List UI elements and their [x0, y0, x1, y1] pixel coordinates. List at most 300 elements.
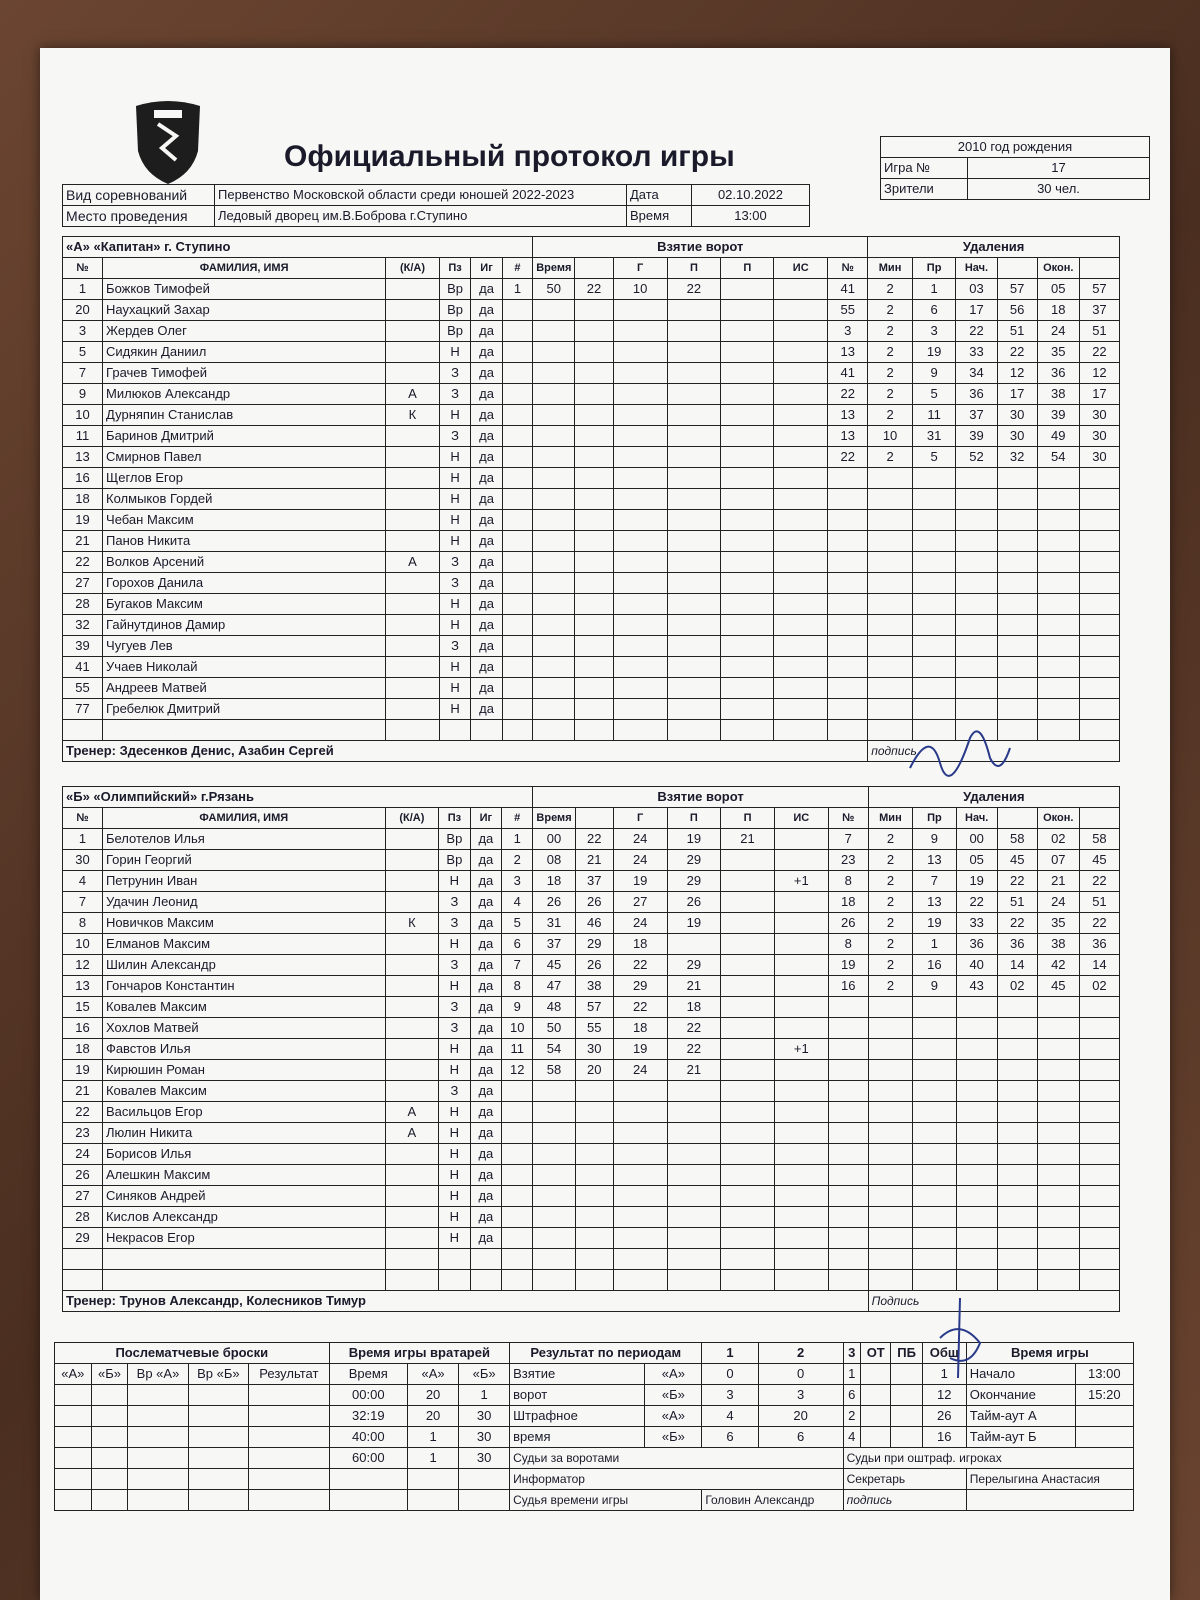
goal-strength: [774, 531, 828, 552]
goal-scorer: [613, 447, 667, 468]
goal-number: [502, 1081, 533, 1102]
penalty-end-min: [1037, 720, 1079, 741]
penalty-end-sec: [1079, 678, 1119, 699]
penalty-minutes: [868, 1039, 913, 1060]
penalty-player: 13: [828, 342, 868, 363]
player-name: Фавстов Илья: [102, 1039, 385, 1060]
goal-assist2: [721, 1270, 775, 1291]
goal-number: [502, 321, 532, 342]
goal-minute: [533, 594, 575, 615]
player-plays: да: [471, 573, 502, 594]
goal-assist1: [667, 615, 721, 636]
player-position: З: [439, 363, 471, 384]
goal-assist1: [667, 1186, 721, 1207]
penalty-start-min: [956, 573, 997, 594]
penalty-start-min: [956, 1228, 997, 1249]
player-position: [439, 720, 471, 741]
penalty-player: [828, 1039, 868, 1060]
player-number: 18: [63, 1039, 103, 1060]
goal-assist2: [721, 552, 774, 573]
penalty-player: [828, 1270, 868, 1291]
goal-number: 11: [502, 1039, 533, 1060]
player-name: Васильцов Егор: [102, 1102, 385, 1123]
penalty-start-sec: 17: [997, 384, 1037, 405]
player-number: 8: [63, 913, 103, 934]
goal-assist2: [721, 384, 774, 405]
penalty-reason: [912, 678, 956, 699]
teamA-row: [63, 321, 1120, 342]
penalty-start-min: 22: [956, 892, 997, 913]
birth-year: 2010 год рождения: [881, 137, 1150, 158]
penalty-start-sec: [997, 636, 1037, 657]
penalty-end-min: [1037, 1060, 1079, 1081]
goal-assist2: [721, 871, 775, 892]
goal-scorer: [613, 1144, 667, 1165]
penalty-reason: [913, 1144, 956, 1165]
player-role: [386, 447, 440, 468]
goal-number: 9: [502, 997, 533, 1018]
goal-strength: [774, 342, 828, 363]
player-plays: да: [471, 489, 502, 510]
player-number: 19: [63, 1060, 103, 1081]
shootout-heading: Послематчевые броски: [55, 1343, 330, 1364]
penalty-player: [828, 1249, 868, 1270]
goal-assist2: [721, 1144, 775, 1165]
penalty-start-min: [956, 1186, 997, 1207]
goal-minute: 26: [533, 892, 575, 913]
goal-strength: [774, 720, 828, 741]
player-number: 41: [63, 657, 103, 678]
time: 13:00: [692, 206, 810, 227]
player-role: А: [385, 1102, 438, 1123]
teamA-header-14: Мин: [868, 258, 913, 279]
penalty-start-min: [956, 594, 997, 615]
penalty-minutes: [868, 594, 913, 615]
goalkeeper-time-heading: Время игры вратарей: [329, 1343, 510, 1364]
penalty-player: 7: [828, 829, 868, 850]
player-plays: да: [470, 1018, 501, 1039]
penalty-minutes: 2: [868, 384, 913, 405]
player-plays: да: [471, 699, 502, 720]
goal-scorer: [613, 1186, 667, 1207]
goal-assist2: [721, 934, 775, 955]
team-a-penalties-heading: Удаления: [868, 237, 1120, 258]
teamA-row: [63, 510, 1120, 531]
teamA-header-3: Пз: [439, 258, 471, 279]
teamB-row: [63, 1039, 1120, 1060]
penalty-start-sec: 22: [997, 871, 1037, 892]
penalty-start-sec: [997, 1207, 1037, 1228]
goal-strength: [774, 1081, 828, 1102]
goal-number: [502, 720, 532, 741]
penalty-end-sec: 22: [1079, 342, 1119, 363]
penalty-start-sec: [997, 510, 1037, 531]
goal-assist1: 22: [667, 1039, 721, 1060]
goal-assist2: [721, 342, 774, 363]
teamA-row: [63, 405, 1120, 426]
page-title: Официальный протокол игры: [284, 140, 735, 173]
penalty-end-min: [1037, 1186, 1079, 1207]
goal-second: [575, 1207, 613, 1228]
penalty-start-sec: [997, 1165, 1037, 1186]
goal-assist1: [667, 573, 721, 594]
penalty-reason: 5: [912, 447, 956, 468]
player-number: 22: [63, 552, 103, 573]
player-name: Синяков Андрей: [102, 1186, 385, 1207]
goal-assist1: 19: [667, 913, 721, 934]
goal-second: [575, 489, 613, 510]
penalty-start-sec: [997, 468, 1037, 489]
player-plays: да: [470, 1144, 501, 1165]
penalty-start-min: [956, 1123, 997, 1144]
player-position: [439, 1270, 471, 1291]
penalty-player: [828, 1186, 868, 1207]
player-role: [385, 1081, 438, 1102]
penalty-player: [828, 468, 868, 489]
goal-scorer: [613, 1270, 667, 1291]
penalty-start-sec: 32: [997, 447, 1037, 468]
goal-assist1: [667, 1228, 721, 1249]
player-number: 26: [63, 1165, 103, 1186]
penalty-end-min: 21: [1037, 871, 1079, 892]
goal-minute: [533, 1123, 575, 1144]
penalty-end-min: 54: [1037, 447, 1079, 468]
goal-assist1: [667, 510, 721, 531]
player-plays: да: [470, 1165, 501, 1186]
player-role: [386, 720, 440, 741]
penalty-reason: [913, 1081, 956, 1102]
player-number: 22: [63, 1102, 103, 1123]
penalty-end-sec: 58: [1079, 829, 1119, 850]
penalty-minutes: [868, 552, 913, 573]
player-plays: да: [470, 1102, 501, 1123]
teamB-row: [63, 1102, 1120, 1123]
goal-assist1: [667, 1081, 721, 1102]
goal-number: [502, 531, 532, 552]
teamB-header-3: Пз: [439, 808, 471, 829]
goal-second: [575, 552, 613, 573]
player-number: 12: [63, 955, 103, 976]
penalty-player: [828, 636, 868, 657]
penalty-reason: 5: [912, 384, 956, 405]
player-position: [439, 1249, 471, 1270]
goal-assist1: [667, 934, 721, 955]
teamB-row: [63, 1228, 1120, 1249]
goal-second: [575, 405, 613, 426]
goal-minute: 50: [533, 1018, 575, 1039]
goal-assist2: [721, 1081, 775, 1102]
player-position: Н: [439, 342, 471, 363]
player-name: Волков Арсений: [103, 552, 386, 573]
penalty-reason: [913, 1207, 956, 1228]
player-position: Н: [439, 1123, 471, 1144]
penalty-player: [828, 1060, 868, 1081]
penalty-minutes: 2: [868, 321, 913, 342]
penalty-reason: [912, 615, 956, 636]
player-role: [385, 829, 438, 850]
goal-second: [575, 678, 613, 699]
player-plays: да: [471, 384, 502, 405]
penalty-start-min: 19: [956, 871, 997, 892]
goal-strength: [774, 363, 828, 384]
goal-second: [575, 1186, 613, 1207]
goal-minute: [533, 384, 575, 405]
goal-scorer: [613, 405, 667, 426]
goal-assist2: [721, 636, 774, 657]
goal-minute: [533, 1186, 575, 1207]
goal-minute: [533, 699, 575, 720]
penalty-end-min: [1037, 615, 1079, 636]
goal-assist2: [721, 468, 774, 489]
penalty-start-sec: 22: [997, 913, 1037, 934]
team-a-name: «А» «Капитан» г. Ступино: [63, 237, 533, 258]
goal-scorer: [613, 657, 667, 678]
penalty-end-min: 36: [1037, 363, 1079, 384]
penalty-player: 41: [828, 279, 868, 300]
goal-minute: 18: [533, 871, 575, 892]
goal-second: [575, 1144, 613, 1165]
teamA-header-10: П: [667, 258, 721, 279]
penalty-end-min: [1037, 1081, 1079, 1102]
penalty-start-sec: 45: [997, 850, 1037, 871]
player-role: [385, 1207, 438, 1228]
teamA-row: [63, 636, 1120, 657]
goal-scorer: 18: [613, 1018, 667, 1039]
goal-assist2: [721, 447, 774, 468]
goal-scorer: [613, 384, 667, 405]
goal-strength: [774, 489, 828, 510]
penalty-start-min: 40: [956, 955, 997, 976]
penalty-end-min: [1037, 699, 1079, 720]
penalty-reason: [912, 489, 956, 510]
goal-assist1: [667, 342, 721, 363]
goal-strength: [774, 1228, 828, 1249]
goal-assist1: [667, 678, 721, 699]
teamB-header-19: [1079, 808, 1119, 829]
penalty-start-sec: [997, 1228, 1037, 1249]
penalty-player: [828, 699, 868, 720]
goal-scorer: [613, 615, 667, 636]
competition-label: Вид соревнований: [63, 185, 215, 206]
player-position: З: [439, 573, 471, 594]
player-name: Грачев Тимофей: [103, 363, 386, 384]
penalty-start-min: [956, 1249, 997, 1270]
goal-assist2: [721, 976, 775, 997]
goal-number: [502, 1270, 533, 1291]
goal-second: 55: [575, 1018, 613, 1039]
penalty-end-sec: [1079, 1249, 1119, 1270]
goal-assist2: [721, 510, 774, 531]
player-position: З: [439, 426, 471, 447]
goal-assist1: 22: [667, 1018, 721, 1039]
player-role: [385, 955, 438, 976]
penalty-end-min: [1037, 1102, 1079, 1123]
player-position: З: [439, 913, 471, 934]
player-role: А: [386, 552, 440, 573]
penalty-start-min: [956, 468, 997, 489]
player-plays: да: [470, 871, 501, 892]
goal-scorer: [613, 573, 667, 594]
penalty-start-sec: [997, 657, 1037, 678]
penalty-reason: 11: [912, 405, 956, 426]
player-role: [386, 510, 440, 531]
player-name: Новичков Максим: [102, 913, 385, 934]
penalty-start-min: [956, 1039, 997, 1060]
player-plays: да: [470, 1081, 501, 1102]
teamA-header-8: [575, 258, 613, 279]
penalty-end-min: [1037, 1123, 1079, 1144]
player-name: Бугаков Максим: [103, 594, 386, 615]
goal-strength: [774, 1018, 828, 1039]
penalty-start-sec: 51: [997, 892, 1037, 913]
penalty-minutes: [868, 1144, 913, 1165]
teamA-header-17: [997, 258, 1037, 279]
penalty-end-sec: 51: [1079, 892, 1119, 913]
periods-heading: Результат по периодам: [510, 1343, 702, 1364]
penalty-end-sec: 02: [1079, 976, 1119, 997]
team-b-goals-heading: Взятие ворот: [533, 787, 868, 808]
player-position: З: [439, 955, 471, 976]
goal-assist2: [721, 720, 774, 741]
penalty-minutes: [868, 489, 913, 510]
player-role: К: [386, 405, 440, 426]
penalty-minutes: 2: [868, 850, 913, 871]
penalty-end-min: 35: [1037, 342, 1079, 363]
penalty-reason: [912, 468, 956, 489]
penalty-player: [828, 997, 868, 1018]
player-position: Н: [439, 678, 471, 699]
penalty-minutes: [868, 1270, 913, 1291]
penalty-end-min: [1037, 1144, 1079, 1165]
player-number: 10: [63, 405, 103, 426]
penalty-start-min: 00: [956, 829, 997, 850]
penalty-end-min: 35: [1037, 913, 1079, 934]
penalty-start-min: 33: [956, 342, 997, 363]
goal-minute: [533, 678, 575, 699]
teamB-header-2: (К/А): [385, 808, 438, 829]
penalty-minutes: 10: [868, 426, 913, 447]
goal-strength: [774, 850, 828, 871]
team-a-signature-label: подпись: [871, 744, 917, 758]
goal-number: [502, 594, 532, 615]
player-number: [63, 720, 103, 741]
goal-number: [502, 384, 532, 405]
goal-strength: +1: [774, 1039, 828, 1060]
penalty-end-sec: 36: [1079, 934, 1119, 955]
penalty-reason: 9: [912, 363, 956, 384]
teamB-row: [63, 829, 1120, 850]
penalty-end-min: [1037, 573, 1079, 594]
goal-number: [502, 363, 532, 384]
penalty-player: [828, 1228, 868, 1249]
player-number: 28: [63, 594, 103, 615]
player-number: [63, 1270, 103, 1291]
goal-assist1: [667, 552, 721, 573]
player-position: Н: [439, 405, 471, 426]
player-plays: да: [470, 850, 501, 871]
penalty-start-sec: 51: [997, 321, 1037, 342]
penalty-end-sec: [1079, 1102, 1119, 1123]
player-plays: да: [471, 279, 502, 300]
goal-minute: [533, 321, 575, 342]
player-position: Н: [439, 489, 471, 510]
penalty-player: [828, 594, 868, 615]
goal-minute: 31: [533, 913, 575, 934]
penalty-start-sec: 56: [997, 300, 1037, 321]
goal-number: [502, 300, 532, 321]
goal-strength: [774, 447, 828, 468]
goal-second: [575, 636, 613, 657]
player-number: 28: [63, 1207, 103, 1228]
penalty-start-min: [956, 1207, 997, 1228]
penalty-minutes: 2: [868, 913, 913, 934]
penalty-start-sec: [997, 997, 1037, 1018]
player-role: [385, 1249, 438, 1270]
goal-strength: [774, 657, 828, 678]
goal-strength: [774, 1165, 828, 1186]
penalty-player: [828, 1081, 868, 1102]
penalty-player: [828, 1207, 868, 1228]
goal-strength: [774, 279, 828, 300]
penalty-end-min: [1037, 1039, 1079, 1060]
player-role: [385, 1228, 438, 1249]
goal-minute: [533, 573, 575, 594]
player-name: Ковалев Максим: [102, 997, 385, 1018]
goal-minute: 54: [533, 1039, 575, 1060]
teamB-row: [63, 934, 1120, 955]
penalty-end-sec: [1079, 1207, 1119, 1228]
goal-number: [502, 678, 532, 699]
goal-second: 46: [575, 913, 613, 934]
penalty-reason: 9: [913, 829, 956, 850]
player-role: [386, 489, 440, 510]
penalty-minutes: [868, 678, 913, 699]
goal-strength: [774, 426, 828, 447]
goal-second: [575, 1102, 613, 1123]
penalty-start-min: [956, 1081, 997, 1102]
penalty-minutes: 2: [868, 934, 913, 955]
goal-minute: [533, 1228, 575, 1249]
goal-assist1: 29: [667, 955, 721, 976]
penalty-end-min: [1037, 636, 1079, 657]
player-name: Сидякин Даниил: [103, 342, 386, 363]
player-number: 32: [63, 615, 103, 636]
penalty-start-min: 05: [956, 850, 997, 871]
player-number: 15: [63, 997, 103, 1018]
goal-second: [575, 1228, 613, 1249]
penalty-end-min: 18: [1037, 300, 1079, 321]
goal-strength: [774, 1102, 828, 1123]
goal-scorer: 27: [613, 892, 667, 913]
player-role: [386, 363, 440, 384]
penalty-end-min: 45: [1037, 976, 1079, 997]
goal-number: [502, 573, 532, 594]
goal-minute: [533, 1165, 575, 1186]
penalty-end-min: [1037, 489, 1079, 510]
team-a-table: [62, 236, 1120, 762]
goal-assist2: [721, 363, 774, 384]
player-name: Хохлов Матвей: [102, 1018, 385, 1039]
penalty-player: [828, 510, 868, 531]
player-name: Белотелов Илья: [102, 829, 385, 850]
player-name: Удачин Леонид: [102, 892, 385, 913]
goal-assist1: [667, 426, 721, 447]
penalty-minutes: [868, 468, 913, 489]
penalty-player: 55: [828, 300, 868, 321]
goal-second: [575, 363, 613, 384]
player-plays: да: [470, 892, 501, 913]
penalty-reason: 9: [913, 976, 956, 997]
